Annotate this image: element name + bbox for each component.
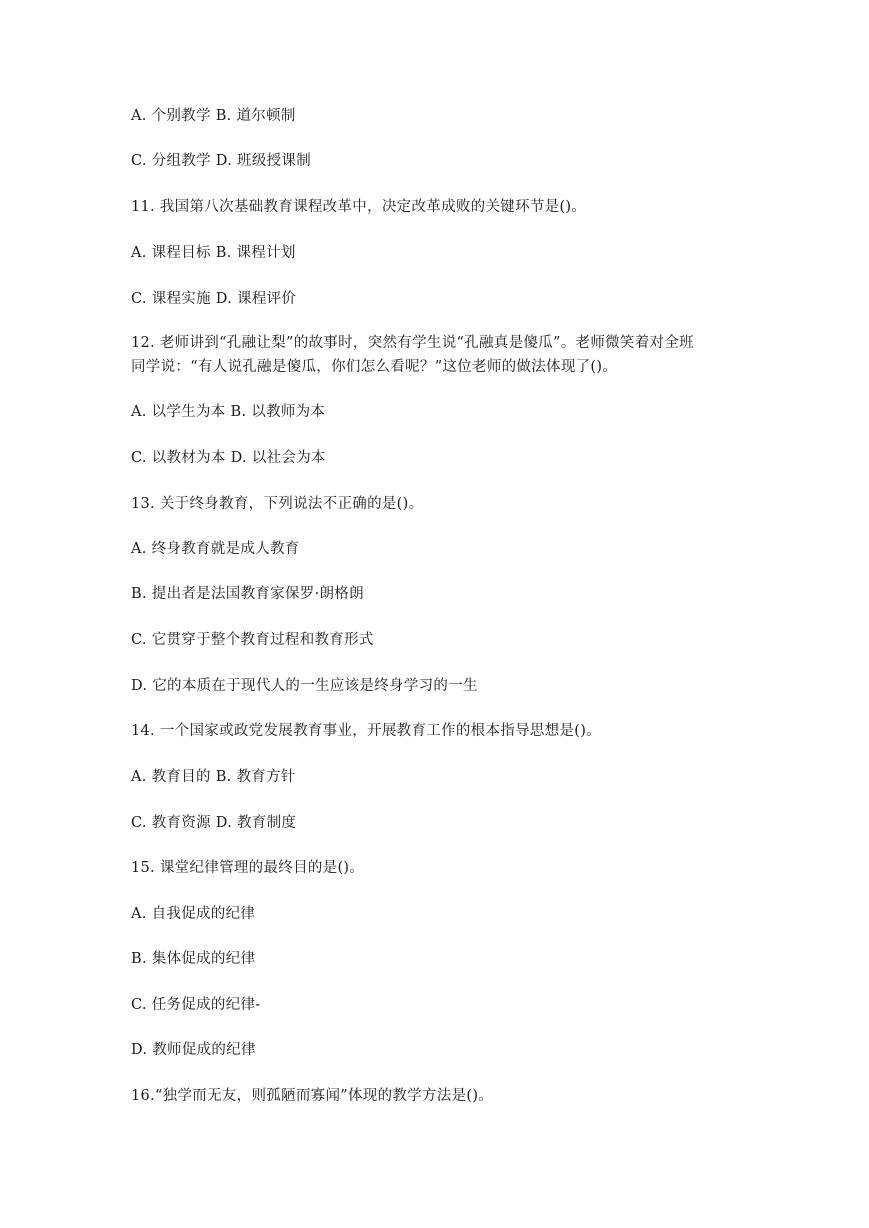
question-12-line-1: 12. 老师讲到“孔融让梨”的故事时，突然有学生说“孔融真是傻瓜”。老师微笑着对全班: [131, 335, 694, 351]
option-line: C. 以教材为本 D. 以社会为本: [131, 450, 326, 466]
option-line: A. 教育目的 B. 教育方针: [131, 769, 296, 785]
option-line: A. 自我促成的纪律: [131, 906, 256, 922]
option-line: B. 集体促成的纪律: [131, 951, 256, 967]
question-14: 14. 一个国家或政党发展教育事业，开展教育工作的根本指导思想是()。: [131, 723, 601, 739]
question-16: 16.“独学而无友，则孤陋而寡闻”体现的教学方法是()。: [131, 1088, 494, 1104]
option-line: D. 教师促成的纪律: [131, 1042, 256, 1058]
question-15: 15. 课堂纪律管理的最终目的是()。: [131, 860, 365, 876]
option-line: A. 以学生为本 B. 以教师为本: [131, 404, 326, 420]
question-11: 11. 我国第八次基础教育课程改革中，决定改革成败的关键环节是()。: [131, 199, 587, 215]
question-12-line-2: 同学说：“有人说孔融是傻瓜，你们怎么看呢？”这位老师的做法体现了()。: [131, 359, 618, 375]
option-line: A. 终身教育就是成人教育: [131, 541, 300, 557]
option-line: D. 它的本质在于现代人的一生应该是终身学习的一生: [131, 678, 478, 694]
option-line: A. 课程目标 B. 课程计划: [131, 245, 296, 261]
option-line: C. 分组教学 D. 班级授课制: [131, 153, 312, 169]
option-line: C. 任务促成的纪律-: [131, 997, 261, 1013]
option-line: C. 课程实施 D. 课程评价: [131, 291, 297, 307]
option-line: C. 它贯穿于整个教育过程和教育形式: [131, 632, 374, 648]
option-line: B. 提出者是法国教育家保罗·朗格朗: [131, 586, 364, 602]
question-13: 13. 关于终身教育，下列说法不正确的是()。: [131, 496, 424, 512]
option-line: A. 个别教学 B. 道尔顿制: [131, 108, 296, 124]
option-line: C. 教育资源 D. 教育制度: [131, 815, 297, 831]
